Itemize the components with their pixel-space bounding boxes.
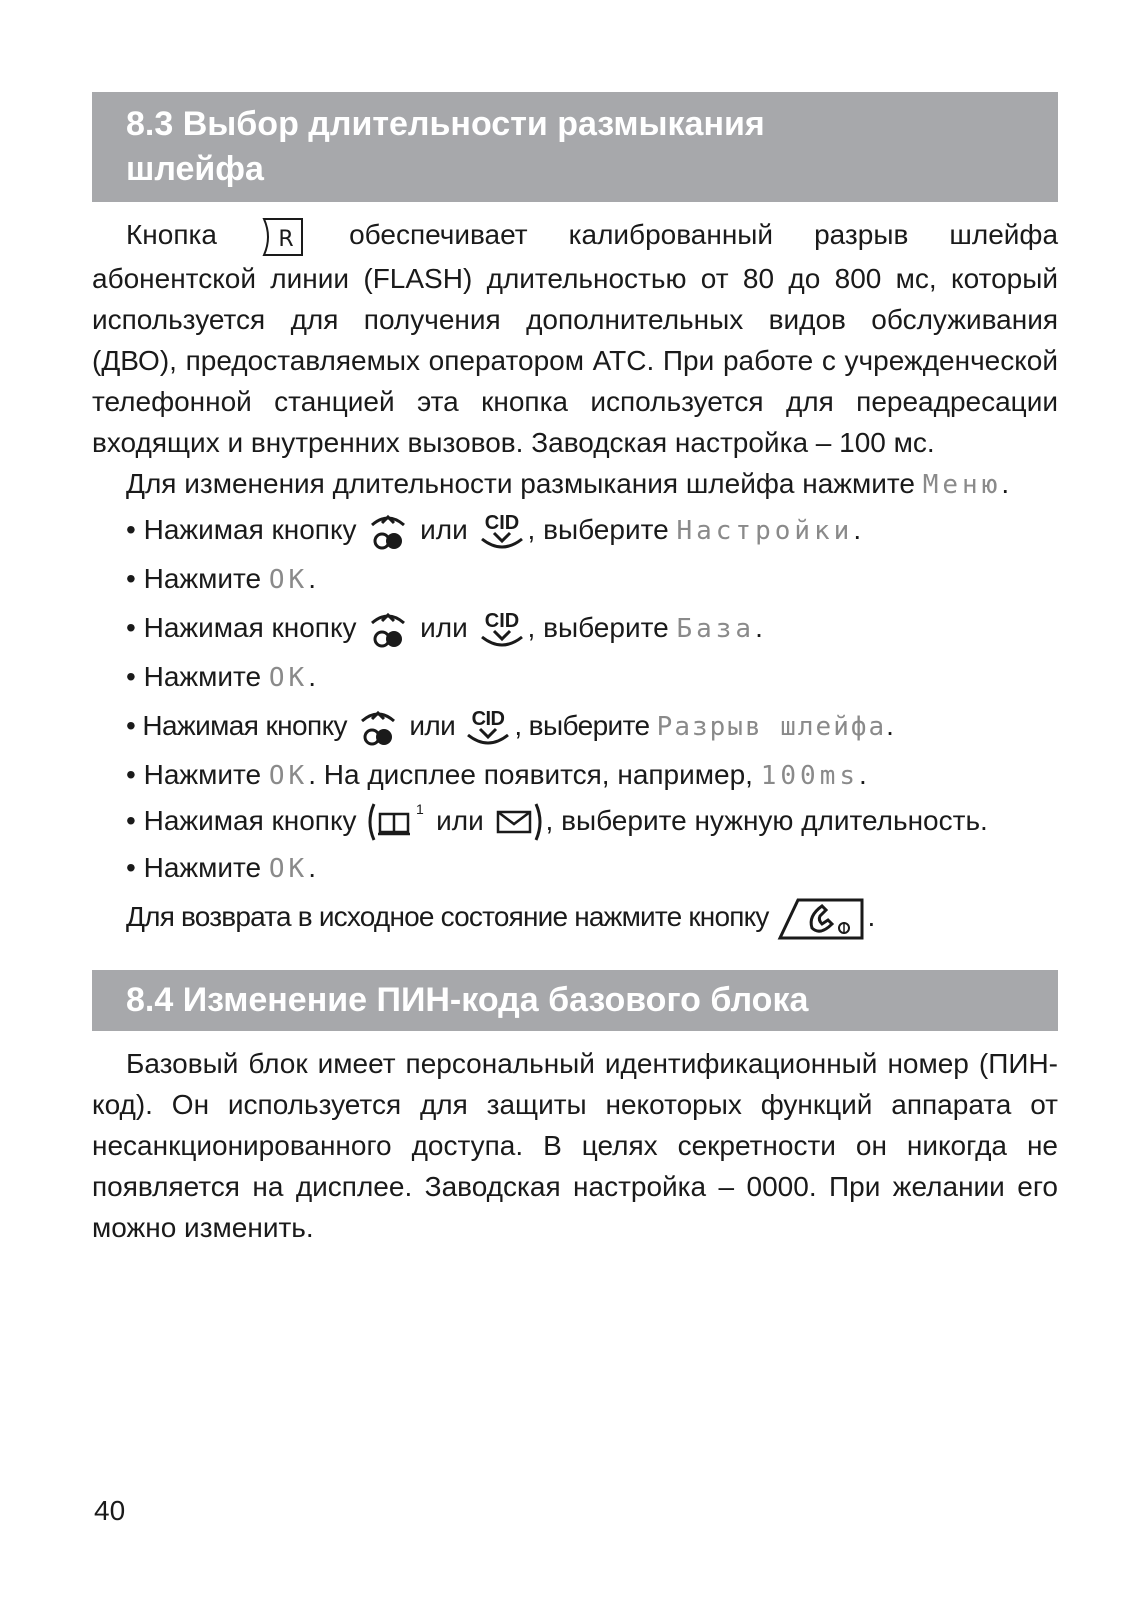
dot: . [853,513,862,545]
bullet: • [126,513,136,545]
or-text: или [420,611,468,643]
or-text: или [409,709,456,741]
step-3 [92,604,1058,653]
select-text: , выберите [527,611,669,643]
display-ok: OK [268,564,309,595]
step-text: Нажимая кнопку [143,611,357,643]
step-text: Нажимая кнопку [143,513,357,545]
display-ok: OK [268,760,309,791]
bullet: • [126,852,136,884]
select-duration-text: выберите нужную длительность. [561,804,988,836]
cid-down-icon [476,607,528,651]
dot: . [308,852,316,884]
flash-p1-after: обеспечивает калиброванный разрыв шлейфа абонентской линии (FLASH) длительностью от 80 до 800 мс, который используется для получения дополнительных видов обслуживания (ДВО), предоставляемых оператором АТС. При работе с учрежденческой телефонной станцией эта кнопка используется для переадресации входящих и внутренних вызовов. Заводская настройка – 100 мс. [92,219,1059,458]
return-instruction [92,893,1058,944]
bullet: • [126,562,136,594]
bullet: • [126,709,136,741]
dot: . [755,611,763,643]
up-phonebook-icon [354,705,402,749]
menu-instruction [92,463,1058,506]
step-1 [92,506,1058,555]
flash-p1-before: Кнопка [126,219,217,250]
menu-instruction-text: Для изменения длительности размыкания шлейфа нажмите [126,467,915,499]
end-call-key-icon [776,894,868,944]
dot: . [867,901,875,933]
up-phonebook-icon [364,607,412,651]
r-key-icon [258,216,308,258]
step-7: • Нажимая кнопку 1 или , выберите нужную длительность. [92,800,1058,845]
section-8-3-title [92,92,1058,202]
section-8-3-title-line2: шлейфа [126,150,264,188]
or-text: или [436,804,484,836]
flash-description [92,214,1058,463]
step-5 [92,702,1058,751]
step-4 [92,653,1058,702]
step-6 [92,751,1058,800]
cid-down-icon [476,509,528,553]
menu-period: . [1001,467,1010,499]
cid-label: CID [484,512,519,535]
section-8-3-title-line1: 8.3 Выбор длительности размыкания [126,105,765,143]
bullet: • [126,611,136,643]
or-text: или [420,513,468,545]
step-2 [92,555,1058,604]
display-ok: OK [268,854,309,885]
bullet: • [126,758,136,790]
pin-description: Базовый блок имеет персональный идентификационный номер (ПИН-код). Он используется для защиты некоторых функций аппарата от несанкционированного доступа. В целях секретности он никогда не появляется на дисплее. Заводская настройка – 0000. При желании его можно изменить. [92,1047,1058,1243]
step-text: Нажимая кнопку [142,709,347,741]
bullet: • [126,660,136,692]
step-text: Нажимая кнопку [143,804,357,836]
book-superscript: 1 [416,801,425,818]
step-text: Нажмите [143,758,262,790]
display-settings: Настройки [676,515,854,546]
select-text: , выберите [514,709,650,741]
return-text: Для возврата в исходное состояние нажмите кнопку [126,901,769,933]
display-loop-break: Разрыв шлейфа [656,711,887,742]
dot: . [859,758,867,790]
select-text: , выберите [527,513,669,545]
display-100ms: 100ms [760,760,860,791]
r-key-label: R [278,226,294,252]
envelope-icon [492,800,546,844]
display-base: База [676,613,756,644]
display-menu: Меню [922,469,1002,500]
step-text: Нажмите [143,852,262,884]
display-ok: OK [268,662,309,693]
cid-label: CID [472,708,505,731]
cid-down-icon [462,705,514,749]
step-8 [92,844,1058,893]
cid-label: CID [484,610,519,633]
dot: . [886,709,894,741]
phonebook-icon [364,800,428,844]
display-appears-text: . На дисплее появится, например, [308,758,753,790]
step-text: Нажмите [143,562,262,594]
bullet: • [126,804,136,836]
step-text: Нажмите [143,660,262,692]
up-phonebook-icon [364,509,412,553]
page-number: 40 [94,1495,126,1526]
section-8-4-title: 8.4 Изменение ПИН-кода базового блока [92,970,1058,1031]
dot: . [308,660,316,692]
page-content [92,92,1058,1248]
dot: . [308,562,316,594]
